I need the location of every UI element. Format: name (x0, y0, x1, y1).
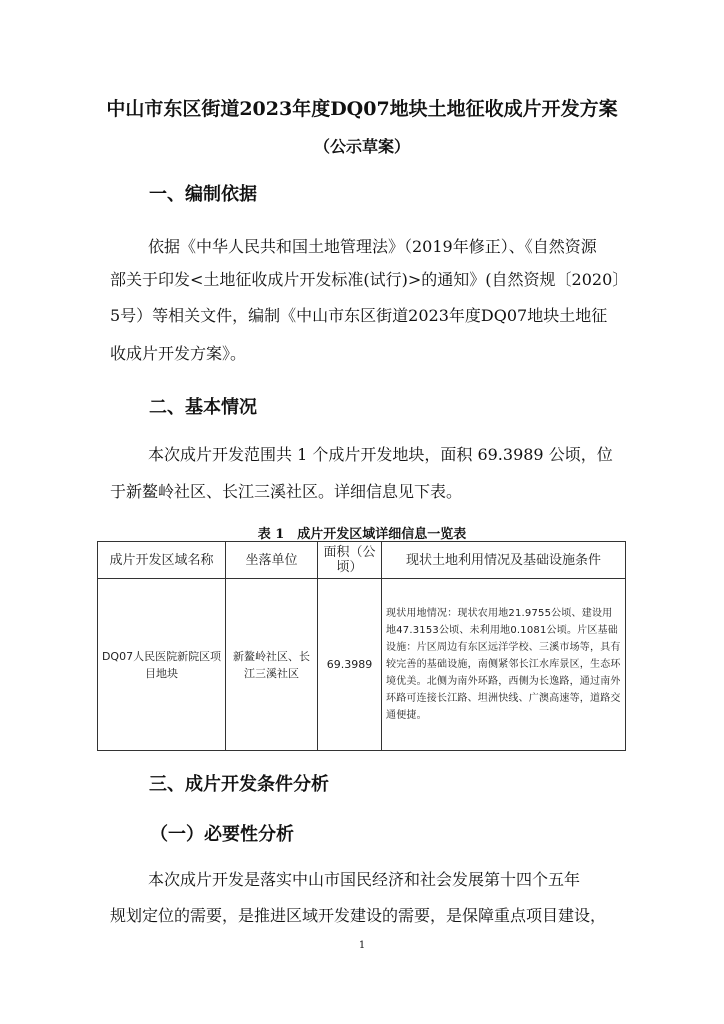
section-3-subheading: （一）必要性分析 (150, 824, 294, 845)
document-title: 中山市东区街道2023年度DQ07地块土地征收成片开发方案 (106, 98, 618, 120)
table-header-cell: 面积（公顷） (318, 542, 382, 579)
cell-region-name: DQ07人民医院新院区项目地块 (98, 579, 226, 751)
table-header-cell: 成片开发区域名称 (98, 542, 226, 579)
section-3-line: 本次成片开发是落实中山市国民经济和社会发展第十四个五年 (148, 870, 581, 889)
cell-conditions: 现状用地情况：现状农用地21.9755公顷、建设用地47.3153公顷、未利用地0.1081公顷。片区基础设施：片区周边有东区远洋学校、三溪市场等，具有较完善的基础设施，南侧紧邻长江水库景区，生态环境优美。北侧为南外环路，西侧为长逸路，通过南外环路可连接长江路、坦洲快线、广澳高速等，道路交通便捷。 (382, 579, 626, 751)
info-table (97, 541, 626, 751)
section-1-line: 5号）等相关文件，编制《中山市东区街道2023年度DQ07地块土地征 (110, 306, 608, 325)
section-3-line: 规划定位的需要，是推进区域开发建设的需要，是保障重点项目建设， (110, 906, 607, 925)
cell-area: 69.3989 (318, 579, 382, 751)
document-subtitle: （公示草案） (313, 137, 410, 156)
section-1-heading: 一、编制依据 (149, 184, 257, 205)
section-2-line: 于新鳌岭社区、长江三溪社区。详细信息见下表。 (110, 482, 463, 501)
table-header-row (98, 542, 626, 579)
table-caption: 表 1 成片开发区域详细信息一览表 (257, 527, 467, 542)
section-1-line: 依据《中华人民共和国土地管理法》（2019年修正）、《自然资源 (148, 237, 597, 256)
section-3-heading: 三、成片开发条件分析 (149, 774, 329, 795)
section-2-line: 本次成片开发范围共 1 个成片开发地块，面积 69.3989 公顷，位 (148, 445, 613, 464)
table-header-cell: 坐落单位 (226, 542, 318, 579)
table-row (98, 579, 626, 751)
table-header-cell: 现状土地利用情况及基础设施条件 (382, 542, 626, 579)
cell-location: 新鳌岭社区、长江三溪社区 (226, 579, 318, 751)
page-number: 1 (358, 940, 366, 951)
section-1-line: 收成片开发方案》。 (110, 344, 247, 363)
section-2-heading: 二、基本情况 (149, 397, 257, 418)
section-1-line: 部关于印发<土地征收成片开发标准(试行)>的通知》(自然资规〔2020〕 (110, 270, 629, 289)
